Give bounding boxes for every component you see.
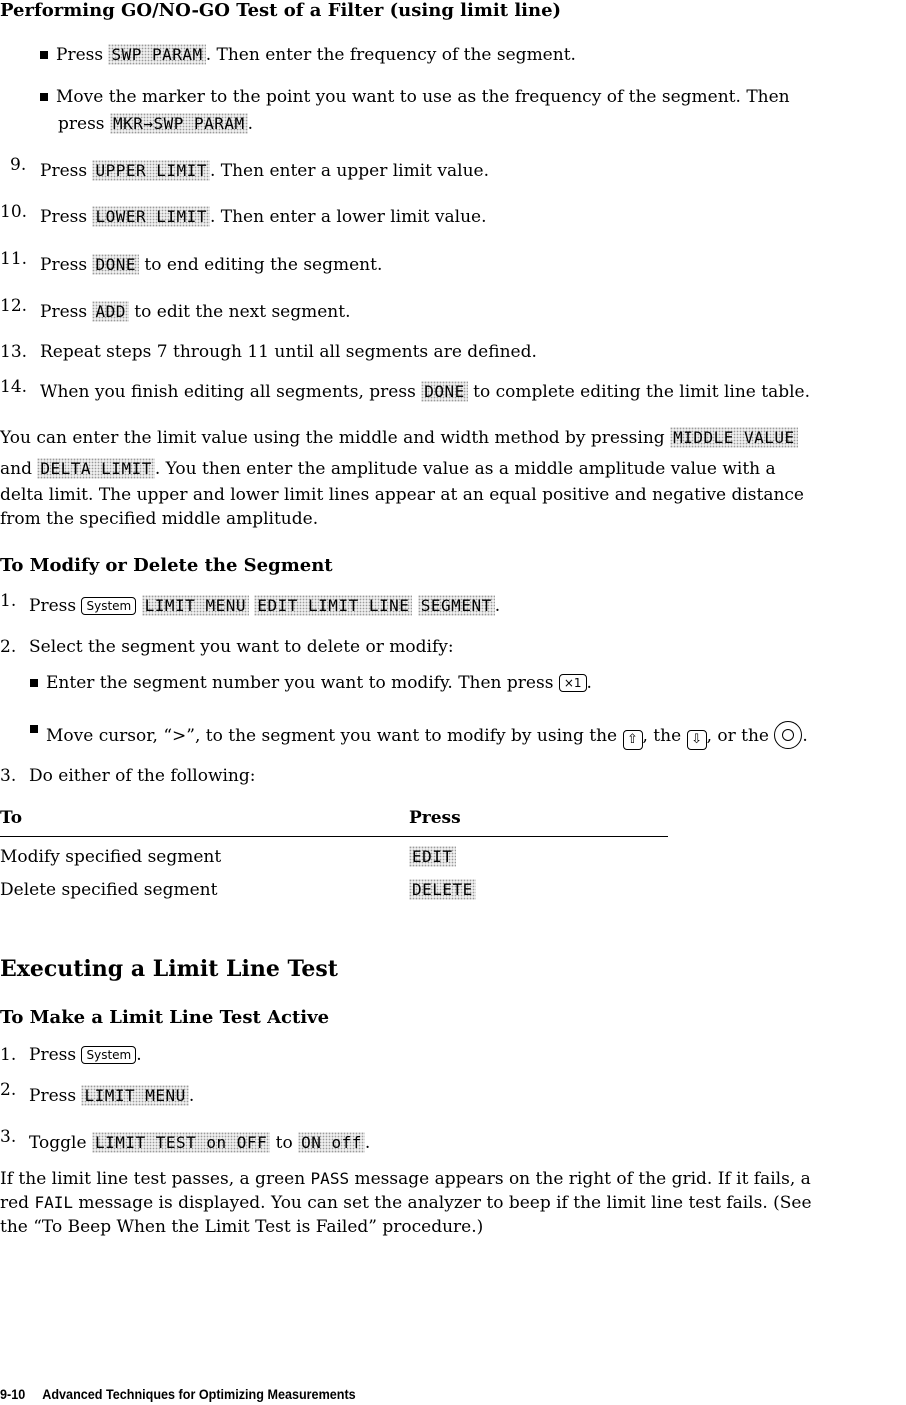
- table-cell-to: Modify specified segment: [0, 847, 222, 867]
- table-rule: [0, 836, 668, 837]
- bullet-enter-segment: Enter the segment number you want to modify. Then press ×1 .: [30, 673, 592, 693]
- modify-step-1: Press System LIMIT MENU EDIT LIMIT LINE SEGMENT .: [29, 596, 501, 616]
- softkey-limit-menu[interactable]: LIMIT MENU: [81, 1085, 188, 1106]
- para-line: You can enter the limit value using the middle and width method by pressing MIDDLE VALUE: [0, 428, 798, 448]
- step-number: 10.: [0, 202, 28, 222]
- step-number: 13.: [0, 342, 28, 362]
- softkey-done[interactable]: DONE: [421, 381, 468, 402]
- para-line: If the limit line test passes, a green PASS message appears on the right of the grid. If it fails, a: [0, 1169, 811, 1189]
- para-line: and DELTA LIMIT . You then enter the amplitude value as a middle amplitude value with a: [0, 459, 776, 479]
- para-line: red FAIL message is displayed. You can set the analyzer to beep if the limit line test fails. (See: [0, 1193, 812, 1213]
- bullet-mark: [40, 51, 48, 59]
- softkey-lower-limit[interactable]: LOWER LIMIT: [92, 206, 209, 227]
- bullet-move-marker: Move the marker to the point you want to use as the frequency of the segment. Then: [40, 87, 790, 107]
- step-9: Press UPPER LIMIT . Then enter a upper limit value.: [40, 161, 489, 181]
- modify-step-2: Select the segment you want to delete or modify:: [29, 637, 454, 657]
- softkey-delta-limit[interactable]: DELTA LIMIT: [37, 458, 154, 479]
- table-cell-press: [409, 880, 476, 900]
- subsection-heading: To Modify or Delete the Segment: [0, 555, 333, 576]
- knob-icon[interactable]: [774, 721, 802, 749]
- step-number: 14.: [0, 377, 28, 397]
- softkey-done[interactable]: DONE: [92, 254, 139, 275]
- table-header-press: Press: [409, 808, 461, 828]
- step-10: Press LOWER LIMIT . Then enter a lower limit value.: [40, 207, 487, 227]
- bullet-swp-param: Press SWP PARAM . Then enter the frequency of the segment.: [40, 45, 576, 65]
- para-line: the “To Beep When the Limit Test is Failed” procedure.): [0, 1217, 484, 1237]
- hardkey-x1[interactable]: ×1: [559, 674, 587, 692]
- softkey-on-off[interactable]: ON off: [298, 1132, 365, 1153]
- bullet-move-cursor: Move cursor, “>”, to the segment you want to modify by using the ⇧ , the ⇩ , or the .: [30, 721, 808, 750]
- softkey-edit[interactable]: EDIT: [409, 846, 456, 867]
- step-13: Repeat steps 7 through 11 until all segments are defined.: [40, 342, 537, 362]
- table-header-to: To: [0, 808, 23, 828]
- softkey-segment[interactable]: SEGMENT: [418, 595, 495, 616]
- hardkey-system[interactable]: System: [81, 1046, 136, 1064]
- step-number: 1.: [0, 591, 17, 611]
- step-number: 2.: [0, 637, 17, 657]
- bullet-mark: [40, 93, 48, 101]
- bullet-move-marker-cont: press MKR→SWP PARAM .: [58, 114, 254, 134]
- softkey-edit-limit-line[interactable]: EDIT LIMIT LINE: [254, 595, 412, 616]
- step-12: Press ADD to edit the next segment.: [40, 302, 351, 322]
- subsection-heading: To Make a Limit Line Test Active: [0, 1007, 330, 1028]
- table-cell-press: [409, 847, 456, 867]
- softkey-swp-param[interactable]: SWP PARAM: [108, 44, 205, 65]
- page-footer: 9-10 Advanced Techniques for Optimizing Measurements: [0, 1386, 356, 1402]
- softkey-upper-limit[interactable]: UPPER LIMIT: [92, 160, 209, 181]
- exec-step-2: Press LIMIT MENU .: [29, 1086, 195, 1106]
- pass-message: PASS: [310, 1169, 350, 1188]
- softkey-add[interactable]: ADD: [92, 301, 128, 322]
- step-number: 2.: [0, 1080, 17, 1100]
- para-line: from the specified middle amplitude.: [0, 509, 319, 529]
- para-line: delta limit. The upper and lower limit lines appear at an equal positive and negative distance: [0, 485, 804, 505]
- softkey-middle-value[interactable]: MIDDLE VALUE: [670, 427, 798, 448]
- section-heading: Performing GO/NO-GO Test of a Filter (using limit line): [0, 0, 562, 21]
- exec-step-3: Toggle LIMIT TEST on OFF to ON off .: [29, 1133, 371, 1153]
- exec-step-1: Press System .: [29, 1045, 142, 1065]
- up-arrow-key-icon[interactable]: ⇧: [623, 730, 643, 750]
- bullet-mark: [30, 679, 38, 687]
- softkey-mkr-swp-param[interactable]: MKR→SWP PARAM: [110, 113, 248, 134]
- fail-message: FAIL: [34, 1193, 74, 1212]
- softkey-limit-menu[interactable]: LIMIT MENU: [142, 595, 249, 616]
- step-number: 12.: [0, 296, 28, 316]
- softkey-limit-test-on-off[interactable]: LIMIT TEST on OFF: [92, 1132, 270, 1153]
- step-number: 11.: [0, 249, 28, 269]
- section-title: Executing a Limit Line Test: [0, 956, 338, 982]
- step-number: 9.: [10, 155, 27, 175]
- hardkey-system[interactable]: System: [81, 597, 136, 615]
- modify-step-3: Do either of the following:: [29, 766, 256, 786]
- softkey-delete[interactable]: DELETE: [409, 879, 476, 900]
- step-number: 1.: [0, 1045, 17, 1065]
- step-11: Press DONE to end editing the segment.: [40, 255, 383, 275]
- step-number: 3.: [0, 766, 17, 786]
- step-number: 3.: [0, 1127, 17, 1147]
- down-arrow-key-icon[interactable]: ⇩: [687, 730, 707, 750]
- table-cell-to: Delete specified segment: [0, 880, 218, 900]
- step-14: When you finish editing all segments, press DONE to complete editing the limit line table.: [40, 382, 811, 402]
- bullet-mark: [30, 725, 38, 733]
